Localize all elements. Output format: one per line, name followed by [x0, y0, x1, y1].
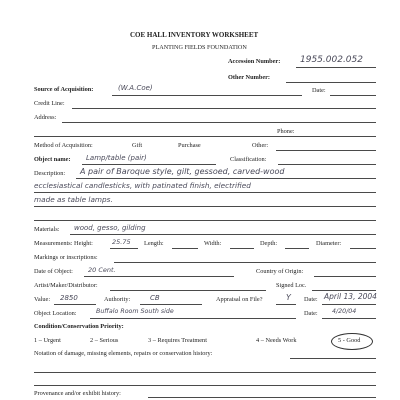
description-line-1[interactable]: A pair of Baroque style, gilt, gessoed, carved-wood [80, 167, 285, 176]
value-label: Value: [34, 296, 51, 303]
object-location-value[interactable]: Buffalo Room South side [96, 308, 174, 315]
measurements-length-label: Length: [144, 240, 164, 247]
classification-label: Classification: [230, 156, 267, 163]
object-name-value[interactable]: Lamp/table (pair) [86, 154, 147, 162]
source-of-acquisition-label: Source of Acquisition: [34, 86, 94, 93]
object-name-label: Object name: [34, 156, 71, 163]
other-number-line [286, 82, 376, 83]
appraisal-date-label: Date: [304, 296, 318, 303]
credit-line-line [72, 108, 376, 109]
artist-maker-line [110, 290, 266, 291]
description-rule-3 [34, 206, 376, 207]
description-rule-1 [76, 178, 376, 179]
method-option-purchase[interactable]: Purchase [178, 142, 201, 149]
date-of-object-value[interactable]: 20 Cent. [88, 266, 116, 274]
source-of-acquisition-value[interactable]: (W.A.Coe) [118, 84, 153, 92]
country-of-origin-label: Country of Origin: [256, 268, 304, 275]
location-date-label: Date: [304, 310, 318, 317]
value-value[interactable]: 2850 [60, 294, 78, 302]
object-location-label: Object Location: [34, 310, 77, 317]
condition-option-serious[interactable]: 2 – Serious [90, 337, 119, 344]
description-line-3[interactable]: made as table lamps. [34, 195, 113, 204]
measurements-width-label: Width: [204, 240, 222, 247]
height-line [110, 248, 138, 249]
measurements-depth-label: Depth: [260, 240, 278, 247]
appraisal-label: Appraisal on File? [216, 296, 263, 303]
source-date-label: Date: [312, 87, 326, 94]
phone-line [304, 136, 376, 137]
date-of-object-label: Date of Object: [34, 268, 73, 275]
width-line [230, 248, 254, 249]
measurements-height-label: Measurements: Height: [34, 240, 93, 247]
value-line [54, 304, 96, 305]
phone-label: Phone: [277, 128, 295, 135]
address-line-1 [62, 122, 376, 123]
notation-line-1 [290, 358, 376, 359]
authority-line [140, 304, 202, 305]
appraisal-date-line [322, 304, 376, 305]
worksheet-title: COE HALL INVENTORY WORKSHEET [130, 31, 259, 39]
credit-line-label: Credit Line: [34, 100, 65, 107]
signed-location-label: Signed Loc. [276, 282, 307, 289]
authority-label: Authority: [104, 296, 131, 303]
description-rule-2 [34, 192, 376, 193]
notation-line-2 [34, 372, 376, 373]
provenance-label: Provenance and/or exhibit history: [34, 390, 121, 397]
length-line [172, 248, 198, 249]
markings-line [114, 262, 376, 263]
accession-number-value[interactable]: 1955.002.052 [300, 55, 363, 65]
signed-location-line [312, 290, 376, 291]
markings-label: Markings or inscriptions: [34, 254, 98, 261]
other-number-label: Other Number: [228, 74, 271, 81]
condition-option-needs-work[interactable]: 4 – Needs Work [256, 337, 297, 344]
date-of-object-line [84, 276, 234, 277]
appraisal-line [276, 304, 296, 305]
source-date-line [330, 95, 376, 96]
artist-maker-label: Artist/Maker/Distributor: [34, 282, 98, 289]
condition-option-good[interactable]: 5 - Good [338, 337, 361, 344]
description-label: Description: [34, 170, 66, 177]
description-rule-4 [34, 220, 376, 221]
method-option-gift[interactable]: Gift [132, 142, 143, 149]
object-name-line [82, 164, 216, 165]
materials-line [70, 234, 376, 235]
source-line [112, 95, 302, 96]
authority-value[interactable]: CB [150, 294, 160, 302]
description-line-2[interactable]: ecclesiastical candlesticks, with patinated finish, electrified [34, 181, 251, 190]
location-date-value[interactable]: 4/20/04 [332, 308, 357, 315]
object-location-line [90, 318, 296, 319]
address-label: Address: [34, 114, 57, 121]
materials-value[interactable]: wood, gesso, gilding [74, 224, 146, 232]
measurements-height-value[interactable]: 25.75 [112, 238, 131, 246]
classification-line [278, 164, 376, 165]
materials-label: Materials: [34, 226, 60, 233]
method-other-label: Other: [252, 142, 269, 149]
condition-priority-heading: Condition/Conservation Priority: [34, 323, 124, 330]
country-of-origin-line [314, 276, 376, 277]
notation-label: Notation of damage, missing elements, repairs or conservation history: [34, 350, 213, 357]
diameter-line [350, 248, 376, 249]
appraisal-date-value[interactable]: April 13, 2004 [324, 292, 377, 301]
depth-line [285, 248, 309, 249]
accession-number-label: Accession Number: [228, 58, 281, 65]
notation-line-3 [34, 385, 376, 386]
method-other-line [276, 150, 376, 151]
provenance-line [148, 397, 376, 398]
condition-option-urgent[interactable]: 1 – Urgent [34, 337, 61, 344]
accession-number-line [296, 67, 376, 68]
appraisal-value[interactable]: Y [286, 293, 291, 302]
foundation-name: PLANTING FIELDS FOUNDATION [152, 44, 247, 51]
measurements-diameter-label: Diameter: [316, 240, 342, 247]
condition-option-requires-treatment[interactable]: 3 – Requires Treatment [148, 337, 207, 344]
location-date-line [322, 318, 376, 319]
method-of-acquisition-label: Method of Acquisition: [34, 142, 93, 149]
